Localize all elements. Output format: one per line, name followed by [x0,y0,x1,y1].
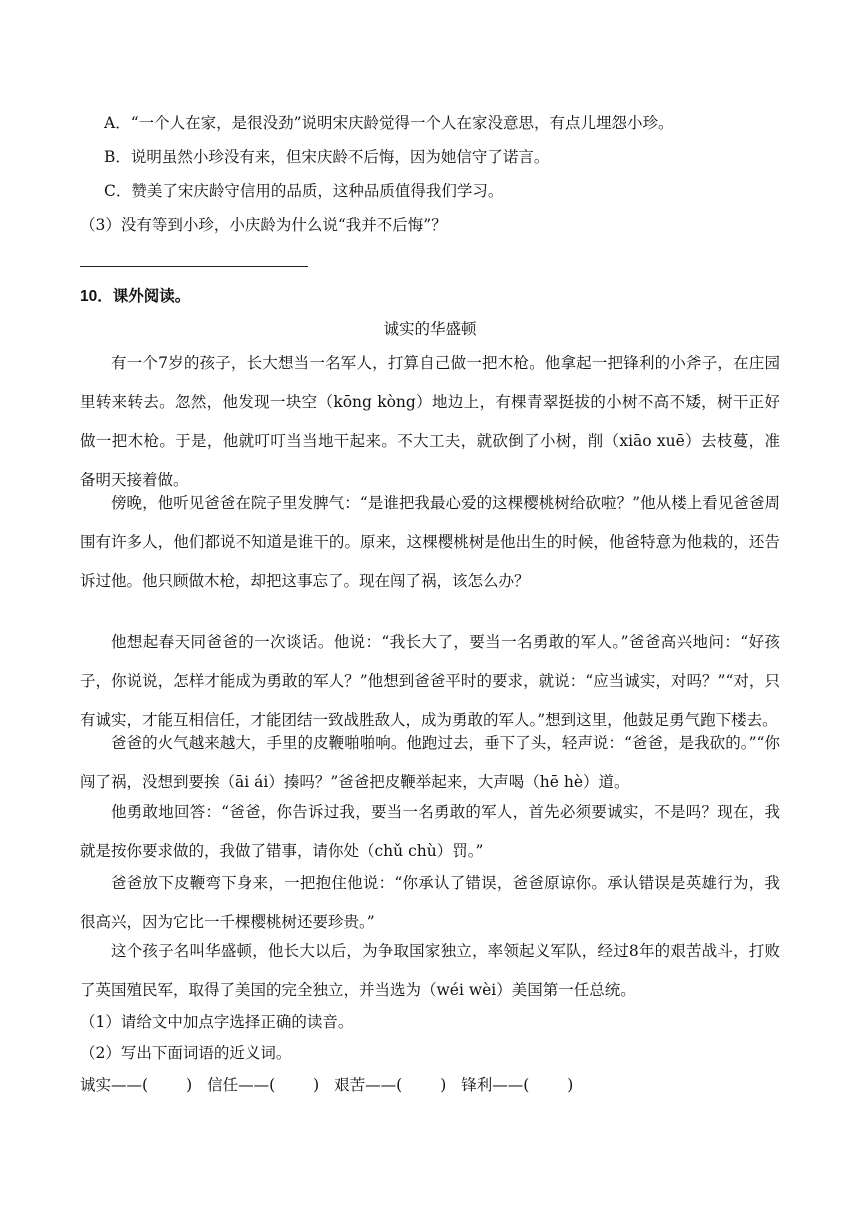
paragraph-4: 爸爸的火气越来越大，手里的皮鞭啪啪响。他跑过去，垂下了头，轻声说：“爸爸，是我砍的。”“你闯了祸，没想到要挨（āi ái）揍吗？”爸爸把皮鞭举起来，大声喝（hē hè）道。 [80,734,780,791]
vocab-row: 诚实——( ) 信任——( ) 艰苦——( ) 锋利——( ) [80,1076,574,1094]
paragraph-7: 这个孩子名叫华盛顿，他长大以后，为争取国家独立，率领起义军队，经过8年的艰苦战斗，打败了英国殖民军，取得了美国的完全独立，并当选为（wéi wèi）美国第一任总统。 [80,942,780,999]
vocab-word: 锋利——( [461,1076,530,1094]
option-c: C．赞美了宋庆龄守信用的品质，这种品质值得我们学习。 [104,182,504,200]
question-2: （2）写出下面词语的近义词。 [80,1044,292,1062]
paragraph-2: 傍晚，他听见爸爸在院子里发脾气：“是谁把我最心爱的这棵樱桃树给砍啦？”他从楼上看见爸爸周围有许多人，他们都说不知道是谁干的。原来，这棵樱桃树是他出生的时候，他爸特意为他栽的，还告诉过他。他只顾做木枪，却把这事忘了。现在闯了祸，该怎么办？ [80,494,780,590]
paragraph-5: 他勇敢地回答：“爸爸，你告诉过我，要当一名勇敢的军人，首先必须要诚实，不是吗？现在，我就是按你要求做的，我做了错事，请你处（chǔ chù）罚。” [80,803,780,860]
paragraph-3: 他想起春天同爸爸的一次谈话。他说：“我长大了，要当一名勇敢的军人。”爸爸高兴地问：“好孩子，你说说，怎样才能成为勇敢的军人？”他想到爸爸平时的要求，就说：“应当诚实，对吗？”“对，只有诚实，才能互相信任，才能团结一致战胜敌人，成为勇敢的军人。”想到这里，他鼓足勇气跑下楼去。 [80,633,780,729]
vocab-word: 信任——( [207,1076,276,1094]
passage-title: 诚实的华盛顿 [383,320,477,338]
vocab-word: 艰苦——( [334,1076,403,1094]
option-b: B．说明虽然小珍没有来，但宋庆龄不后悔，因为她信守了诺言。 [104,148,550,166]
answer-line [80,266,308,267]
paragraph-6: 爸爸放下皮鞭弯下身来，一把抱住他说：“你承认了错误，爸爸原谅你。承认错误是英雄行为，我很高兴，因为它比一千棵樱桃树还要珍贵。” [80,874,780,931]
section-heading: 10．课外阅读。 [80,288,191,305]
option-a: A．“一个人在家，是很没劲”说明宋庆龄觉得一个人在家没意思，有点儿埋怨小珍。 [104,114,674,132]
vocab-word: 诚实——( [80,1076,149,1094]
paragraph-1: 有一个7岁的孩子，长大想当一名军人，打算自己做一把木枪。他拿起一把锋利的小斧子，在庄园里转来转去。忽然，他发现一块空（kōng kòng）地边上，有棵青翠挺拔的小树不高不矮，树干正好做一把木枪。于是，他就叮叮当当地干起来。不大工夫，就砍倒了小树，削（xiāo xuē）去枝蔓，准备明天接着做。 [80,354,780,489]
question-3: （3）没有等到小珍，小庆龄为什么说“我并不后悔”？ [80,216,447,234]
question-1: （1）请给文中加点字选择正确的读音。 [80,1013,354,1031]
